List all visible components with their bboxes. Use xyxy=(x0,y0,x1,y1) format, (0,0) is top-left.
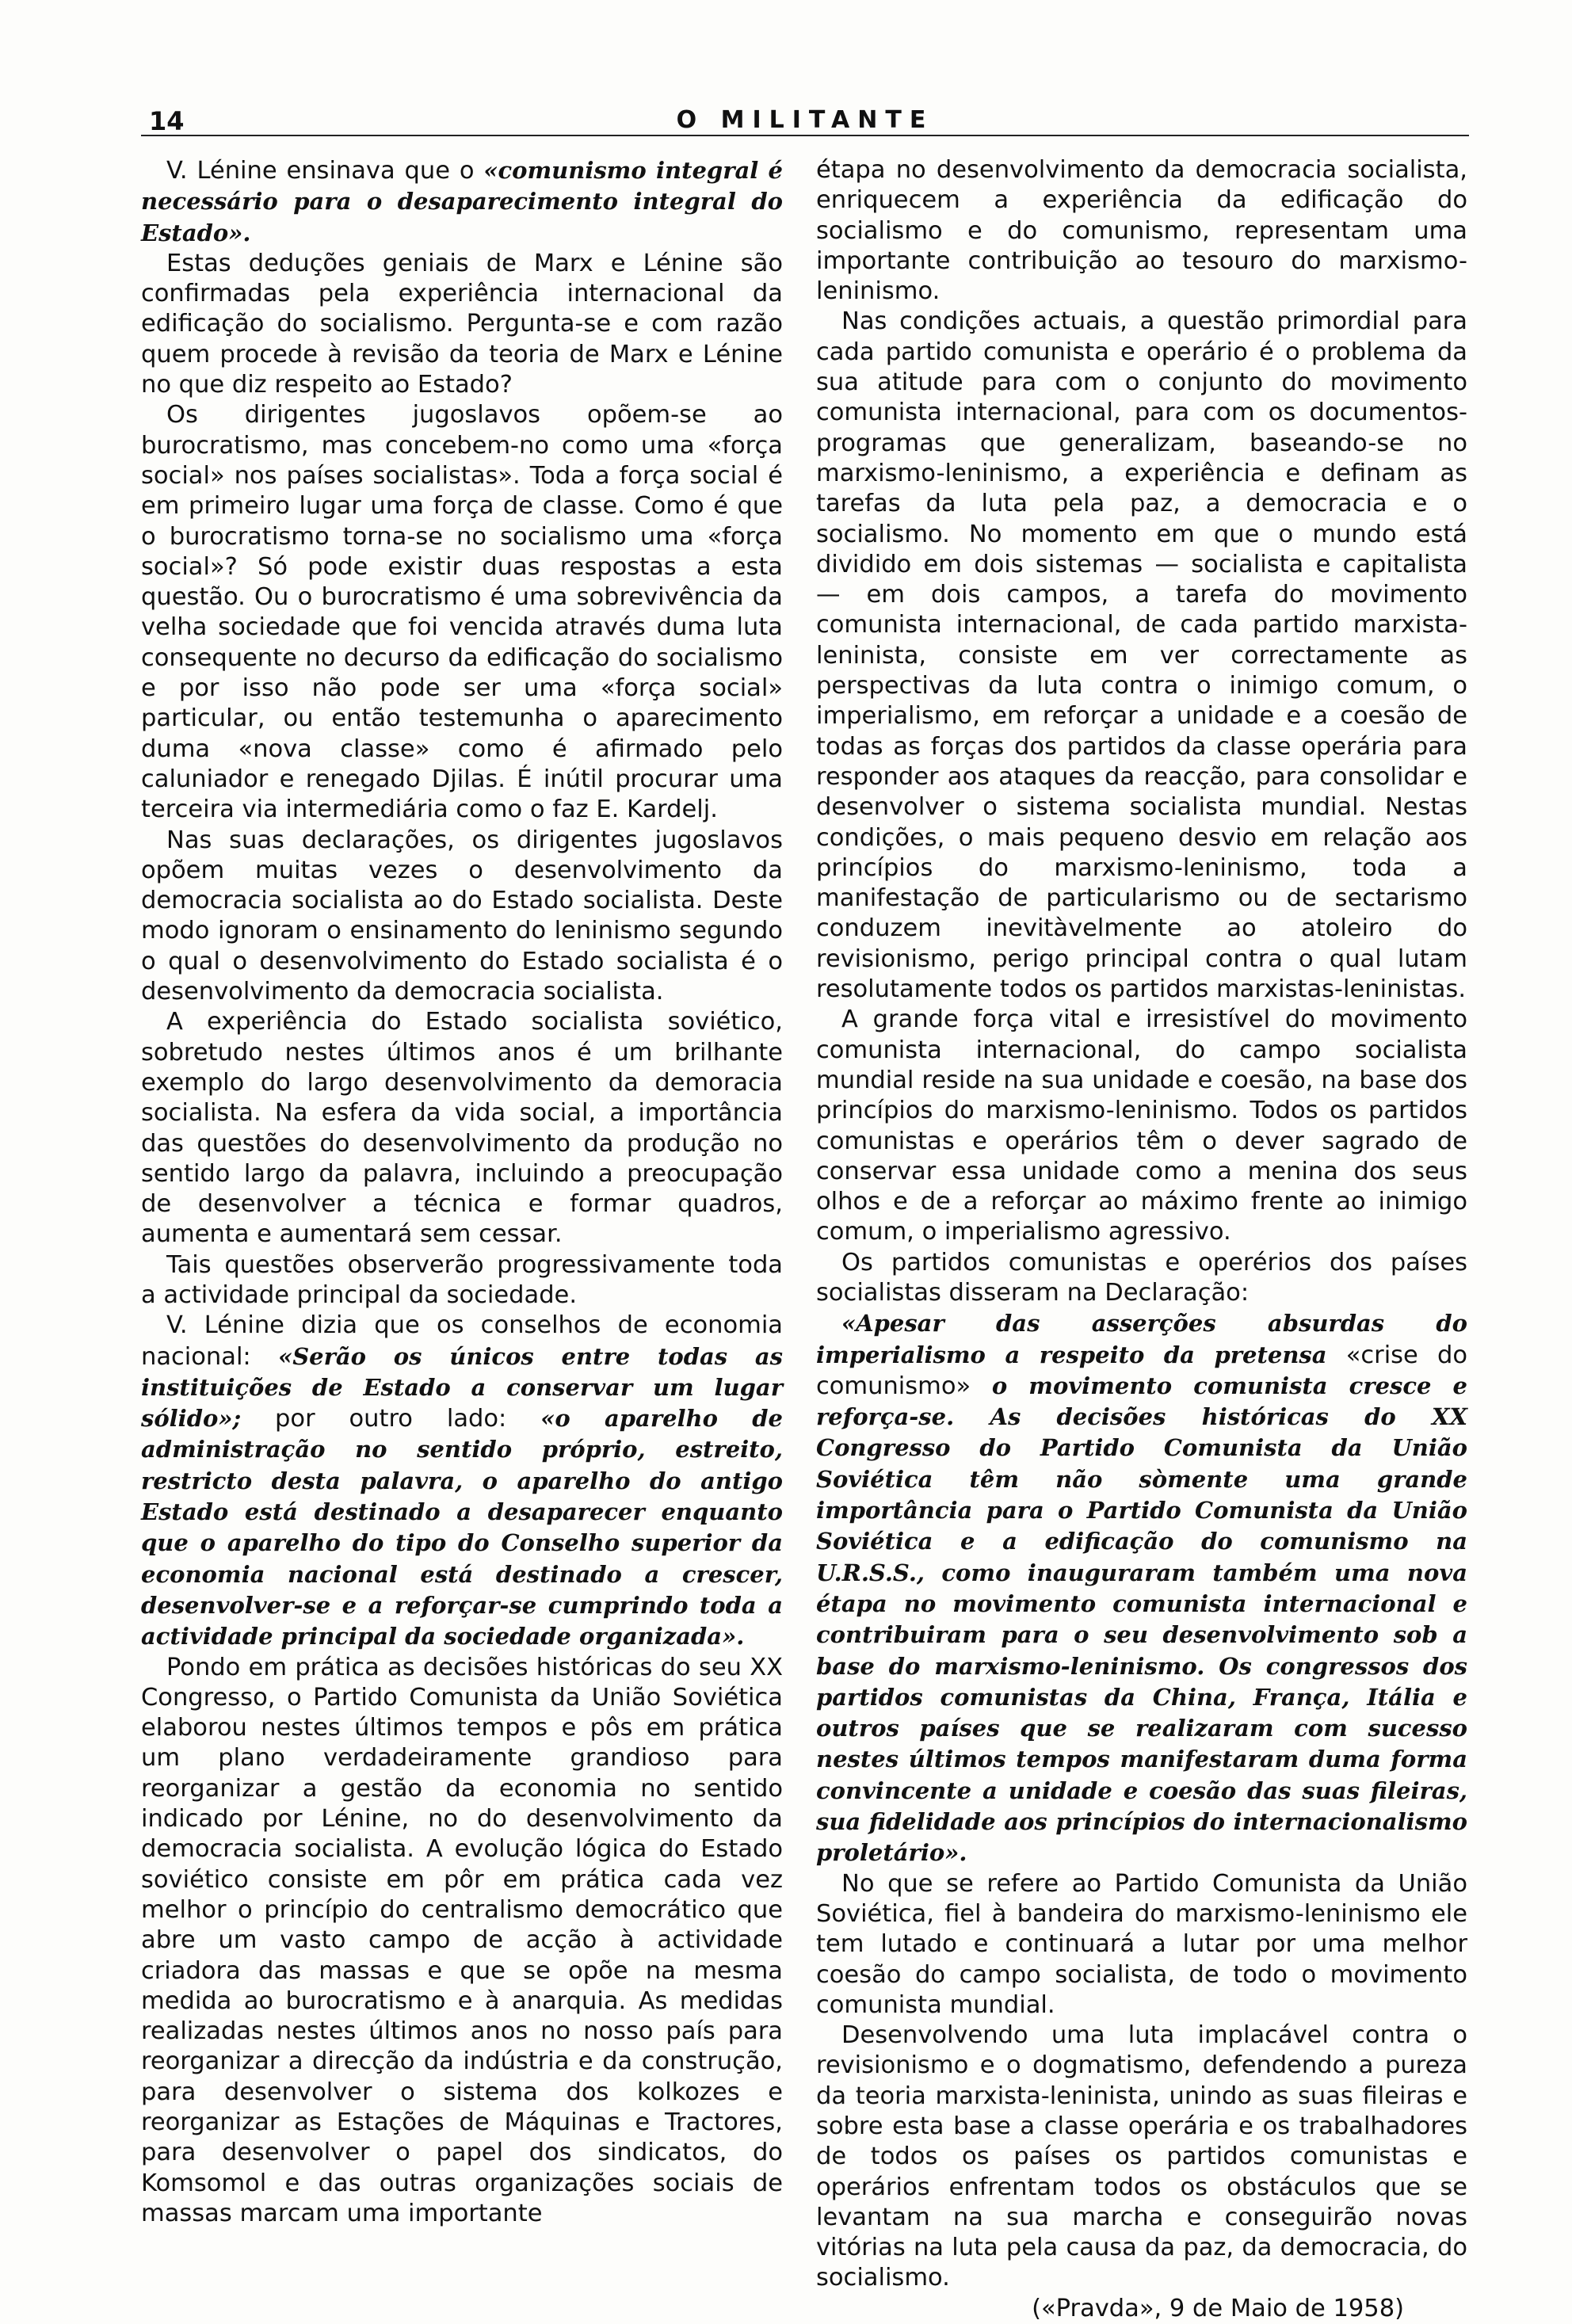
paragraph xyxy=(816,2294,1467,2324)
paragraph-text: V. Lénine ensinava que o xyxy=(166,157,475,185)
paragraph xyxy=(141,1653,783,2230)
paragraph xyxy=(816,1869,1467,2021)
paragraph-text: Nas suas declarações, os dirigentes jugoslavos opõem muitas vezes o desenvolvimento da democracia socialista ao do Estado socialista. Deste modo ignoram o ensinamento do leninismo segundo o qual o desenvolvimento do Estado socialista é o desenvolvimento da democracia socialista. xyxy=(141,826,783,1006)
paragraph xyxy=(141,1311,783,1652)
paragraph-text: Os dirigentes jugoslavos opõem-se ao burocratismo, mas concebem-no como uma «força social» nos países socialistas». Toda a força social é em primeiro lugar uma força de classe. Como é que o burocratismo torna-se no socialismo uma «força social»? Só pode existir duas respostas a esta questão. Ou o burocratismo é uma sobrevivência da velha sociedade que foi vencida através duma luta consequente no decurso da edificação do socialismo e por isso não pode ser uma «força social» particular, ou então testemunha o aparecimento duma «nova classe» como é afirmado pelo caluniador e renegado Djilas. É inútil procurar uma terceira via intermediária como o faz E. Kardelj. xyxy=(141,401,783,824)
quotation-text: «Serão os únicos entre todas as instituições de Estado a conservar um lugar sólido»; xyxy=(141,1342,783,1433)
paragraph-text: «crise do comunismo» xyxy=(816,1341,1467,1400)
paragraph-text: étapa no desenvolvimento da democracia socialista, enriquecem a experiência da edificação do socialismo e do comunismo, representam uma importante contribuição ao tesouro do marxismo-leninismo. xyxy=(816,156,1467,306)
quotation-text: o movimento comunista cresce e reforça-se. As decisões históricas do XX Congresso do Partido Comunista da União Soviética têm não sòmente uma grande importância para o Partido Comunista da União Soviética e a edificação do comunismo na U.R.S.S., como inauguraram também uma nova étapa no movimento comunista internacional e contribuiram para o seu desenvolvimento sob a base do marxismo-leninismo. Os congressos dos partidos comunistas da China, França, Itália e outros países que se realizaram com sucesso nestes últimos tempos manifestaram duma forma convincente a unidade e coesão das suas fileiras, sua fidelidade aos princípios do internacionalismo proletário». xyxy=(816,1372,1467,1867)
publication-title: O MILITANTE xyxy=(676,106,934,134)
paragraph xyxy=(141,826,783,1008)
left-column xyxy=(141,155,783,2229)
paragraph-text: Nas condições actuais, a questão primordial para cada partido comunista e operário é o problema da sua atitude para com o conjunto do movimento comunista internacional, para com os documentos-programas que generalizam, baseando-se no marxismo-leninismo, a experiência e definam as tarefas da luta pela paz, a democracia e o socialismo. No momento em que o mundo está dividido em dois sistemas — socialista e capitalista — em dois campos, a tarefa do movimento comunista internacional, de cada partido marxista-leninista, consiste em ver correctamente as perspectivas da luta contra o inimigo comum, o imperialismo, em reforçar a unidade e a coesão de todas as forças dos partidos da classe operária para responder aos ataques da reacção, para consolidar e desenvolver o sistema socialista mundial. Nestas condições, o mais pequeno desvio em relação aos princípios do marxismo-leninismo, toda a manifestação de particularismo ou de sectarismo conduzem inevitàvelmente ao atoleiro do revisionismo, perigo principal contra o qual lutam resolutamente todos os partidos marxistas-leninistas. xyxy=(816,307,1467,1004)
paragraph-text: Tais questões observerão progressivamente toda a actividade principal da sociedade. xyxy=(141,1250,783,1309)
paragraph xyxy=(141,249,783,400)
paragraph-text: A experiência do Estado socialista soviético, sobretudo nestes últimos anos é um brilhante exemplo do largo desenvolvimento da demoracia socialista. Na esfera da vida social, a importância das questões do desenvolvimento da produção no sentido largo da palavra, incluindo a preocupação de desenvolver a técnica e formar quadros, aumenta e aumentará sem cessar. xyxy=(141,1008,783,1249)
right-column xyxy=(816,155,1467,2324)
paragraph xyxy=(141,1007,783,1250)
quotation-text: «Apesar das asserções absurdas do imperialismo a respeito da pretensa xyxy=(816,1310,1467,1368)
paragraph xyxy=(816,1308,1467,1868)
quotation-text: «comunismo integral é necessário para o desaparecimento integral do Estado». xyxy=(141,157,783,246)
paragraph xyxy=(816,307,1467,1005)
paragraph-text: Pondo em prática as decisões históricas do seu XX Congresso, o Partido Comunista da União Soviética elaborou nestes últimos tempos e pôs em prática um plano verdadeiramente grandioso para reorganizar a gestão da economia no sentido indicado por Lénine, no do desenvolvimento da democracia socialista. A evolução lógica do Estado soviético consiste em pôr em prática cada vez melhor o princípio do centralismo democrático que abre um vasto campo de acção à actividade criadora das massas e que se opõe na mesma medida ao burocratismo e à anarquia. As medidas realizadas nestes últimos anos no nosso país para reorganizar a direcção da indústria e da construção, para desenvolver o sistema dos kolkozes e reorganizar as Estações de Máquinas e Tractores, para desenvolver o papel dos sindicatos, do Komsomol e das outras organizações sociais de massas marcam uma importante xyxy=(141,1653,783,2227)
paragraph xyxy=(141,400,783,825)
page-header xyxy=(141,103,1469,136)
paragraph xyxy=(816,1005,1467,1247)
paragraph-text: V. Lénine dizia que os conselhos de economia nacional: xyxy=(141,1311,783,1371)
paragraph-text: No que se refere ao Partido Comunista da União Soviética, fiel à bandeira do marxismo-leninismo ele tem lutado e continuará a lutar por uma melhor coesão do campo socialista, de todo o movimento comunista mundial. xyxy=(816,1869,1467,2019)
paragraph-text: Desenvolvendo uma luta implacável contra o revisionismo e o dogmatismo, defendendo a pureza da teoria marxista-leninista, unindo as suas fileiras e sobre esta base a classe operária e os trabalhadores de todos os países os partidos comunistas e operários enfrentam todos os obstáculos que se levantam na sua marcha e conseguirão novas vitórias na luta pela causa da paz, da democracia, do socialismo. xyxy=(816,2021,1467,2292)
page-number: 14 xyxy=(149,106,185,136)
paragraph xyxy=(816,2021,1467,2294)
paragraph-text: Os partidos comunistas e operérios dos países socialistas disseram na Declaração: xyxy=(816,1248,1467,1307)
paragraph-text: por outro lado: xyxy=(275,1405,507,1433)
paragraph-text: («Pravda», 9 de Maio de 1958) xyxy=(1032,2294,1404,2322)
paragraph xyxy=(141,1250,783,1311)
quotation-text: «o aparelho de administração no sentido próprio, estreito, restricto desta palavra, o aparelho do antigo Estado está destinado a desaparecer enquanto que o aparelho do tipo do Conselho superior da economia nacional está destinado a crescer, desenvolver-se e a reforçar-se cumprindo toda a actividade principal da sociedade organizada». xyxy=(141,1405,783,1650)
paragraph xyxy=(816,155,1467,307)
paragraph xyxy=(141,155,783,249)
paragraph-text: Estas deduções geniais de Marx e Lénine são confirmadas pela experiência internacional da edificação do socialismo. Pergunta-se e com razão quem procede à revisão da teoria de Marx e Lénine no que diz respeito ao Estado? xyxy=(141,249,783,399)
paragraph xyxy=(816,1248,1467,1309)
paragraph-text: A grande força vital e irresistível do movimento comunista internacional, do campo socialista mundial reside na sua unidade e coesão, na base dos princípios do marxismo-leninismo. Todos os partidos comunistas e operários têm o dever sagrado de conservar essa unidade como a menina dos seus olhos e de a reforçar ao máximo frente ao inimigo comum, o imperialismo agressivo. xyxy=(816,1006,1467,1246)
